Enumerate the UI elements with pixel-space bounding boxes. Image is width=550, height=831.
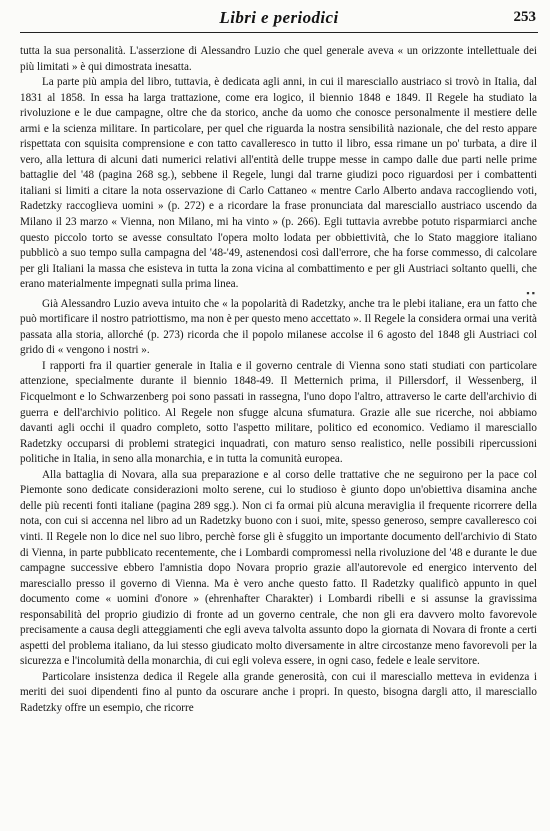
section-separator: ▪ ▪ bbox=[526, 287, 535, 298]
body-text bbox=[20, 44, 537, 827]
running-title: Libri e periodici bbox=[219, 8, 339, 27]
paragraph: Particolare insistenza dedica il Regele alla grande generosità, con cui il maresciallo metteva in evidenza i meriti dei suoi dipendenti fino al punto da oscurare anche i propri. In questo, bisogna dargli atto, il maresciallo Radetzky offre un esempio, che ricorre bbox=[20, 670, 537, 714]
paragraph: Già Alessandro Luzio aveva intuito che « la popolarità di Radetzky, anche tra le plebi italiane, era un fatto che può mortificare il nostro patriottismo, ma non è per questo meno accettato ». Il Regele la considera ormai una verità passata alla storia, allorché (p. 273) ricorda che il popolo milanese accolse il 6 agosto del 1848 gli Austriaci col grido di « vengono i nostri ». bbox=[20, 297, 537, 357]
page-number: 253 bbox=[513, 9, 536, 25]
paragraph: tutta la sua personalità. L'asserzione di Alessandro Luzio che quel generale aveva « un orizzonte intellettuale dei più limitati » è qui dimostrata inesatta. bbox=[20, 45, 537, 73]
paragraph: Alla battaglia di Novara, alla sua preparazione e al corso delle trattative che ne seguirono per la pace col Piemonte sono dedicate considerazioni molto serene, cui lo studioso è giunto dopo un'obiettiva disamina anche delle più recenti fonti italiane (pagina 289 sgg.). Non ci fa ormai più alcuna meraviglia il frequente ricorrere della nota, con cui si accenna nel libro ad un Radetzky buono con i suoi, mite, spesso generoso, sempre cavalleresco coi vinti. Il Regele non lo dice nel suo libro, perchè forse gli è sfuggito un importante documento dell'archivio di Stato di Vienna, in parte pubblicato recentemente, che i Lombardi compromessi nella rivoluzione del '48 e durante le due campagne successive ebbero l'amnistia dopo Novara proprio grazie all'autorevole ed energico intervento del maresciallo presso il governo di Vienna. Ma è vero anche questo fatto. Il Radetzky qualificò appunto in quel documento come « uomini d'onore » (ehrenhafter Charakter) i Lombardi ribelli e si assunse la gravissima responsabilità del proprio giudizio di fronte ad un governo centrale, che non gli era davvero molto favorevole precisamente a causa degli atteggiamenti che egli aveva talvolta assunto dopo la giornata di Novara di fronte a certi aspetti del problema italiano, da lui stesso giudicato molto diversamente in altre circostanze meno favorevoli per la sicurezza e l'incolumità della monarchia, di cui egli voleva essere, in ogni caso, fedele e leale servitore. bbox=[20, 468, 537, 668]
page-header bbox=[20, 6, 538, 33]
paragraph: La parte più ampia del libro, tuttavia, è dedicata agli anni, in cui il maresciallo austriaco si trovò in Italia, dal 1831 al 1858. In essa ha larga trattazione, come era logico, il biennio 1848 e 1849. Il Regele ha studiato la rivoluzione e le due campagne, oltre che da storico, anche da uomo che conosce personalmente il mestiere delle armi e la scienza militare. In particolare, per quel che riguarda la nostra sensibilità nazionale, che del resto appare rispettata con squisita comprensione e con tatto cavalleresco in tutto il libro, essa rimane un po' turbata, a dire il vero, alla lettura di alcuni dati numerici relativi all'entità delle truppe messe in campo dalle due parti nelle prime battaglie del '48 (pagina 268 sg.), sebbene il Regele, lungi dal trarne giudizi poco riguardosi per i combattenti italiani si limiti a citare la nota osservazione di Carlo Cattaneo « mentre Carlo Alberto andava raccogliendo voti, Radetzky raccoglieva uomini » (p. 272) e a ricordare la frase pronunciata dal maresciallo austriaco uscendo da Milano il 23 marzo « Vienna, non Milano, mi ha vinto » (p. 266). Egli tuttavia avrebbe potuto risparmiarci anche questo piccolo torto se avesse consultato l'opera molto lodata per obbiettività, che lo Stato maggiore italiano pubblicò a suo tempo sulla campagna del '48-'49, astenendosi così dall'errore, che ha forse commesso, di calcolare per gli Italiani la massa che esisteva in tutta la zona vicina al combattimento e per gli Austriaci soltanto quelli, che erano materialmente impegnati sulla prima linea. bbox=[20, 76, 537, 291]
paragraph: I rapporti fra il quartier generale in Italia e il governo centrale di Vienna sono stati studiati con particolare attenzione, specialmente durante il biennio 1848-49. Il Metternich prima, il Pillersdorf, il Wessenberg, il Ficquelmont e lo Schwarzenberg poi sono passati in rassegna, l'uno dopo l'altro, attraverso le carte dell'archivio di guerra e dell'archivio politico. Al Regele non sfugge alcuna sfumatura. Grazie alle sue ricerche, noi abbiamo davanti agli occhi il quadro completo, sotto l'aspetto militare, politico ed economico. Vediamo il maresciallo Radetzky occuparsi di problemi strategici inquadrati, con maturo senso realistico, nelle possibili ripercussioni politiche in Italia, in seno alla monarchia, e in tutta la comunità europea. bbox=[20, 359, 537, 466]
